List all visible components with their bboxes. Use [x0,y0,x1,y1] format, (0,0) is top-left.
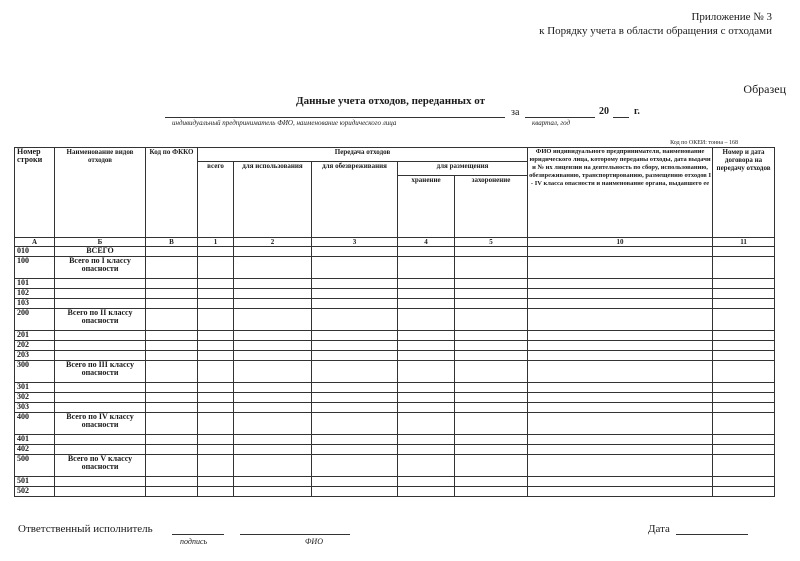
table-cell[interactable] [455,257,528,279]
row-name [55,445,146,455]
table-cell[interactable] [146,445,198,455]
table-cell[interactable] [528,257,713,279]
table-row [15,341,775,351]
header-for-use: для использования [234,162,312,238]
row-number: 502 [15,487,55,497]
table-cell[interactable] [528,331,713,341]
year-suffix: г. [634,106,640,117]
table-cell[interactable] [398,435,455,445]
row-name [55,477,146,487]
table-cell[interactable] [455,413,528,435]
table-row [15,289,775,299]
table-cell[interactable] [234,413,312,435]
table-cell[interactable] [312,331,398,341]
table-cell[interactable] [455,299,528,309]
index-cell: 1 [198,238,234,247]
table-cell[interactable] [146,279,198,289]
table-cell[interactable] [455,383,528,393]
table-row [15,279,775,289]
table-cell[interactable] [234,455,312,477]
header-for-neutralization: для обезвреживания [312,162,398,238]
date-line [676,534,748,535]
table-cell[interactable] [528,341,713,351]
table-cell[interactable] [713,477,775,487]
index-cell: 10 [528,238,713,247]
row-number: 500 [15,455,55,477]
table-row [15,299,775,309]
signature-caption: подпись [180,537,208,546]
header-recipient: ФИО индивидуального предпринимателя, наименование юридического лица, которому переданы отходы, дата выдачи и № их лицензии на деятельность по сбору, использованию, обезвреживанию, транспортированию, размещению отходов I - IV класса опасности и наименование органа, выдавшего ее [528,148,713,238]
table-cell[interactable] [198,445,234,455]
table-cell[interactable] [713,289,775,299]
table-cell[interactable] [398,455,455,477]
table-cell[interactable] [234,299,312,309]
table-cell[interactable] [312,289,398,299]
row-name [55,383,146,393]
table-cell[interactable] [312,435,398,445]
table-cell[interactable] [146,247,198,257]
table-cell[interactable] [234,289,312,299]
row-name [55,351,146,361]
row-number: 100 [15,257,55,279]
table-cell[interactable] [398,393,455,403]
table-cell[interactable] [455,331,528,341]
table-cell[interactable] [398,279,455,289]
table-cell[interactable] [312,361,398,383]
appendix-note [539,10,772,38]
table-cell[interactable] [198,279,234,289]
table-cell[interactable] [312,403,398,413]
signature-line [172,534,224,535]
table-cell[interactable] [198,289,234,299]
header-total: всего [198,162,234,238]
table-cell[interactable] [146,351,198,361]
table-cell[interactable] [455,341,528,351]
table-cell[interactable] [146,309,198,331]
index-cell: 2 [234,238,312,247]
table-cell[interactable] [528,413,713,435]
table-cell[interactable] [312,393,398,403]
row-number: 400 [15,413,55,435]
table-cell[interactable] [455,351,528,361]
table-cell[interactable] [234,247,312,257]
table-cell[interactable] [713,383,775,393]
period-caption: квартал, год [532,119,571,127]
table-cell[interactable] [528,299,713,309]
header-transfer: Передача отходов [198,148,528,162]
table-cell[interactable] [198,477,234,487]
period-underline [525,117,595,118]
table-cell[interactable] [312,309,398,331]
row-name: Всего по I классу опасности [55,257,146,279]
table-cell[interactable] [398,413,455,435]
table-cell[interactable] [713,413,775,435]
table-cell[interactable] [528,403,713,413]
table-cell[interactable] [713,351,775,361]
index-row [15,238,775,247]
table-cell[interactable] [198,257,234,279]
index-cell: 5 [455,238,528,247]
table-row [15,247,775,257]
table-cell[interactable] [198,393,234,403]
table-cell[interactable] [146,331,198,341]
index-cell: 4 [398,238,455,247]
index-cell: Б [55,238,146,247]
table-cell[interactable] [312,299,398,309]
date-label: Дата [648,523,670,535]
table-cell[interactable] [398,289,455,299]
table-cell[interactable] [198,309,234,331]
table-cell[interactable] [713,435,775,445]
table-cell[interactable] [312,351,398,361]
table-cell[interactable] [455,289,528,299]
table-cell[interactable] [234,393,312,403]
appendix-line2: к Порядку учета в области обращения с отходами [539,25,772,37]
table-cell[interactable] [146,413,198,435]
table-cell[interactable] [198,247,234,257]
table-cell[interactable] [312,247,398,257]
table-cell[interactable] [146,435,198,445]
table-row [15,309,775,331]
name-caption: ФИО [305,537,323,546]
table-cell[interactable] [713,309,775,331]
table-cell[interactable] [198,455,234,477]
table-cell[interactable] [312,257,398,279]
row-number: 303 [15,403,55,413]
table-cell[interactable] [312,455,398,477]
header-waste-name: Наименование видов отходов [55,148,146,238]
table-cell[interactable] [398,383,455,393]
table-cell[interactable] [146,487,198,497]
table-cell[interactable] [198,383,234,393]
table-cell[interactable] [146,393,198,403]
header-burial: захоронение [455,176,528,238]
table-cell[interactable] [713,393,775,403]
table-cell[interactable] [528,361,713,383]
table-cell[interactable] [234,487,312,497]
row-name [55,279,146,289]
table-cell[interactable] [312,477,398,487]
table-row [15,445,775,455]
table-cell[interactable] [312,413,398,435]
table-row [15,383,775,393]
table-cell[interactable] [528,351,713,361]
table-cell[interactable] [713,331,775,341]
table-cell[interactable] [455,487,528,497]
table-cell[interactable] [455,361,528,383]
row-number: 201 [15,331,55,341]
table-row [15,351,775,361]
table-row [15,257,775,279]
table-cell[interactable] [528,279,713,289]
table-cell[interactable] [398,257,455,279]
okei-code: Код по ОКЕИ: тонна – 168 [670,140,738,146]
table-cell[interactable] [455,477,528,487]
table-cell[interactable] [146,289,198,299]
table-cell[interactable] [398,341,455,351]
table-cell[interactable] [713,299,775,309]
table-cell[interactable] [528,247,713,257]
table-cell[interactable] [146,455,198,477]
appendix-line1: Приложение № 3 [691,11,772,23]
table-cell[interactable] [528,445,713,455]
table-cell[interactable] [455,247,528,257]
table-cell[interactable] [398,445,455,455]
entity-underline [165,117,505,118]
table-cell[interactable] [713,257,775,279]
table-cell[interactable] [312,383,398,393]
table-cell[interactable] [455,279,528,289]
header-storage: хранение [398,176,455,238]
table-cell[interactable] [398,351,455,361]
row-number: 102 [15,289,55,299]
row-name: Всего по III классу опасности [55,361,146,383]
responsible-label: Ответственный исполнитель [18,523,153,535]
table-cell[interactable] [146,383,198,393]
header-for-placement: для размещения [398,162,528,176]
table-cell[interactable] [455,445,528,455]
waste-table [14,147,775,497]
table-cell[interactable] [146,477,198,487]
table-cell[interactable] [234,279,312,289]
index-cell: В [146,238,198,247]
row-number: 501 [15,477,55,487]
table-cell[interactable] [528,393,713,403]
table-cell[interactable] [234,361,312,383]
table-cell[interactable] [198,487,234,497]
table-cell[interactable] [146,299,198,309]
table-row [15,477,775,487]
table-cell[interactable] [398,299,455,309]
row-number: 202 [15,341,55,351]
index-cell: А [15,238,55,247]
index-cell: 11 [713,238,775,247]
table-cell[interactable] [198,351,234,361]
table-cell[interactable] [528,309,713,331]
name-line [240,534,350,535]
table-cell[interactable] [198,413,234,435]
table-cell[interactable] [528,435,713,445]
row-number: 101 [15,279,55,289]
row-name [55,289,146,299]
table-cell[interactable] [234,309,312,331]
form-title: Данные учета отходов, переданных от [296,95,486,107]
table-cell[interactable] [528,383,713,393]
table-cell[interactable] [234,257,312,279]
table-row [15,455,775,477]
table-cell[interactable] [234,331,312,341]
table-cell[interactable] [528,477,713,487]
table-cell[interactable] [713,279,775,289]
table-cell[interactable] [234,341,312,351]
table-cell[interactable] [312,279,398,289]
row-number: 203 [15,351,55,361]
row-name [55,299,146,309]
row-name: ВСЕГО [55,247,146,257]
for-label: за [511,107,520,118]
entity-caption: индивидуальный предприниматель ФИО, наименование юридического лица [172,119,397,127]
table-cell[interactable] [528,487,713,497]
table-cell[interactable] [234,477,312,487]
table-cell[interactable] [146,257,198,279]
table-cell[interactable] [234,351,312,361]
table-cell[interactable] [713,361,775,383]
table-row [15,403,775,413]
table-cell[interactable] [713,247,775,257]
table-cell[interactable] [398,487,455,497]
row-name: Всего по IV классу опасности [55,413,146,435]
table-cell[interactable] [198,403,234,413]
table-cell[interactable] [234,383,312,393]
table-cell[interactable] [528,289,713,299]
table-row [15,331,775,341]
row-number: 301 [15,383,55,393]
index-cell: 3 [312,238,398,247]
table-cell[interactable] [398,403,455,413]
row-number: 300 [15,361,55,383]
header-row-number: Номер строки [15,148,55,238]
table-row [15,361,775,383]
sample-label: Образец [743,82,786,96]
header-fkko-code: Код по ФККО [146,148,198,238]
row-name [55,341,146,351]
table-cell[interactable] [198,341,234,351]
table-cell[interactable] [398,247,455,257]
table-cell[interactable] [198,361,234,383]
table-cell[interactable] [198,435,234,445]
table-row [15,435,775,445]
row-number: 302 [15,393,55,403]
table-cell[interactable] [455,403,528,413]
year-prefix: 20 [599,106,609,117]
table-cell[interactable] [146,361,198,383]
table-cell[interactable] [398,361,455,383]
row-number: 200 [15,309,55,331]
table-cell[interactable] [713,403,775,413]
row-name [55,393,146,403]
row-name [55,331,146,341]
table-cell[interactable] [312,341,398,351]
table-cell[interactable] [713,455,775,477]
table-cell[interactable] [528,455,713,477]
table-cell[interactable] [455,455,528,477]
year-underline [613,117,629,118]
table-cell[interactable] [234,435,312,445]
header-contract: Номер и дата договора на передачу отходов [713,148,775,238]
row-number: 401 [15,435,55,445]
table-cell[interactable] [455,393,528,403]
row-number: 010 [15,247,55,257]
table-cell[interactable] [713,341,775,351]
table-cell[interactable] [146,403,198,413]
table-cell[interactable] [234,445,312,455]
table-cell[interactable] [198,299,234,309]
table-cell[interactable] [713,445,775,455]
table-row [15,393,775,403]
table-cell[interactable] [234,403,312,413]
table-cell[interactable] [398,309,455,331]
table-cell[interactable] [312,487,398,497]
row-name: Всего по V классу опасности [55,455,146,477]
table-row [15,413,775,435]
table-row [15,487,775,497]
table-cell[interactable] [455,309,528,331]
row-name [55,487,146,497]
table-cell[interactable] [713,487,775,497]
row-number: 103 [15,299,55,309]
row-number: 402 [15,445,55,455]
table-cell[interactable] [398,331,455,341]
table-cell[interactable] [455,435,528,445]
row-name [55,435,146,445]
row-name [55,403,146,413]
row-name: Всего по II классу опасности [55,309,146,331]
table-cell[interactable] [312,445,398,455]
table-cell[interactable] [146,341,198,351]
table-cell[interactable] [398,477,455,487]
table-cell[interactable] [198,331,234,341]
